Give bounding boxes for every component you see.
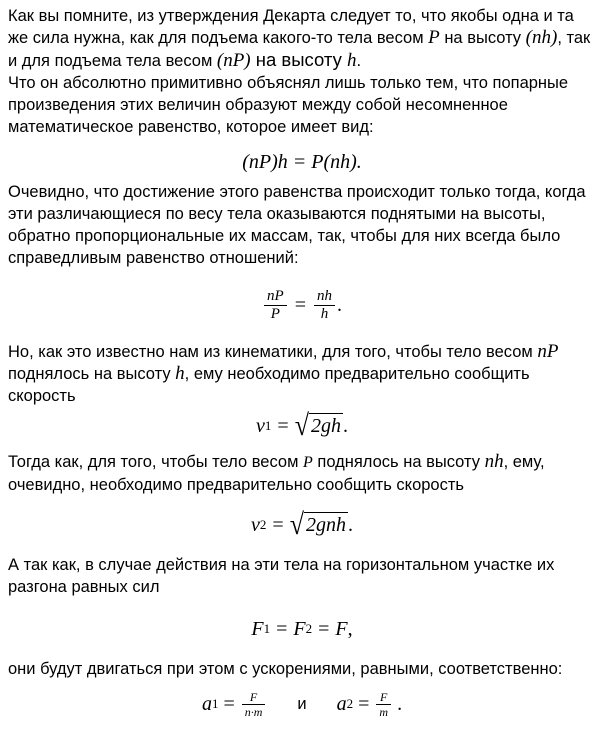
equation-2: $\frac{nP}{P}$ = $\frac{nh}{h}$ . bbox=[8, 283, 596, 327]
fraction-nP-over-P: $\frac{nP}{P}$ bbox=[264, 288, 287, 323]
equation-4: v 2 = √ 2gnh . bbox=[251, 507, 353, 542]
paragraph-4: Тогда как, для того, чтобы тело весом P поднялось на высоту nh, ему, очевидно, необходимо предварительно сообщить скорость bbox=[8, 451, 545, 494]
paragraph-2: Очевидно, что достижение этого равенства происходит только тогда, когда эти различающиеся по весу тела оказываются поднятыми на высоты, обратно пропорциональные их массам, так, чтобы для них всегда было справедливым равенство отношений: bbox=[8, 183, 586, 267]
equation-3: v 1 = √ 2gh . bbox=[256, 408, 348, 443]
math-h: h bbox=[346, 50, 357, 71]
equation-5: F 1 = F 2 = F , bbox=[251, 618, 353, 640]
paragraph-5: А так как, в случае действия на эти тела на горизонтальном участке их разгона равных сил bbox=[8, 556, 555, 596]
paragraph-1: Как вы помните, из утверждения Декарта следует то, что якобы одна и та же сила нужна, как для подъема какого-то тела весом P на высоту (nh), так и для подъема тела весом (nP) на высоту h. Что он абсолютно примитивно объяснял лишь только тем, что попарные произведения этих величин образуют между собой несомненное математическое равенство, которое имеет вид: bbox=[8, 7, 591, 136]
paragraph-3: Но, как это известно нам из кинематики, для того, чтобы тело весом nP поднялось на высоту h, ему необходимо предварительно сообщить скорость bbox=[8, 341, 559, 405]
document-page bbox=[8, 5, 596, 724]
square-root: √ 2gh bbox=[294, 408, 341, 443]
equation-6: a 1 = $\frac{F}{n\cdot m}$ и a 2 = $\frac{F}{m}$ . bbox=[201, 689, 403, 719]
fraction-F-over-nm: $\frac{F}{n\cdot m}$ bbox=[242, 690, 266, 719]
math-P: P bbox=[428, 27, 440, 48]
square-root: √ 2gnh bbox=[289, 507, 346, 542]
math-nP: (nP) bbox=[216, 50, 251, 71]
paragraph-6: они будут двигаться при этом с ускорениями, равными, соответственно: bbox=[8, 660, 563, 678]
fraction-F-over-m: $\frac{F}{m}$ bbox=[376, 690, 391, 719]
fraction-nh-over-h: $\frac{nh}{h}$ bbox=[314, 288, 335, 323]
equation-1: (nP)h = P(nh). bbox=[242, 151, 362, 173]
math-nh: (nh) bbox=[525, 27, 558, 48]
